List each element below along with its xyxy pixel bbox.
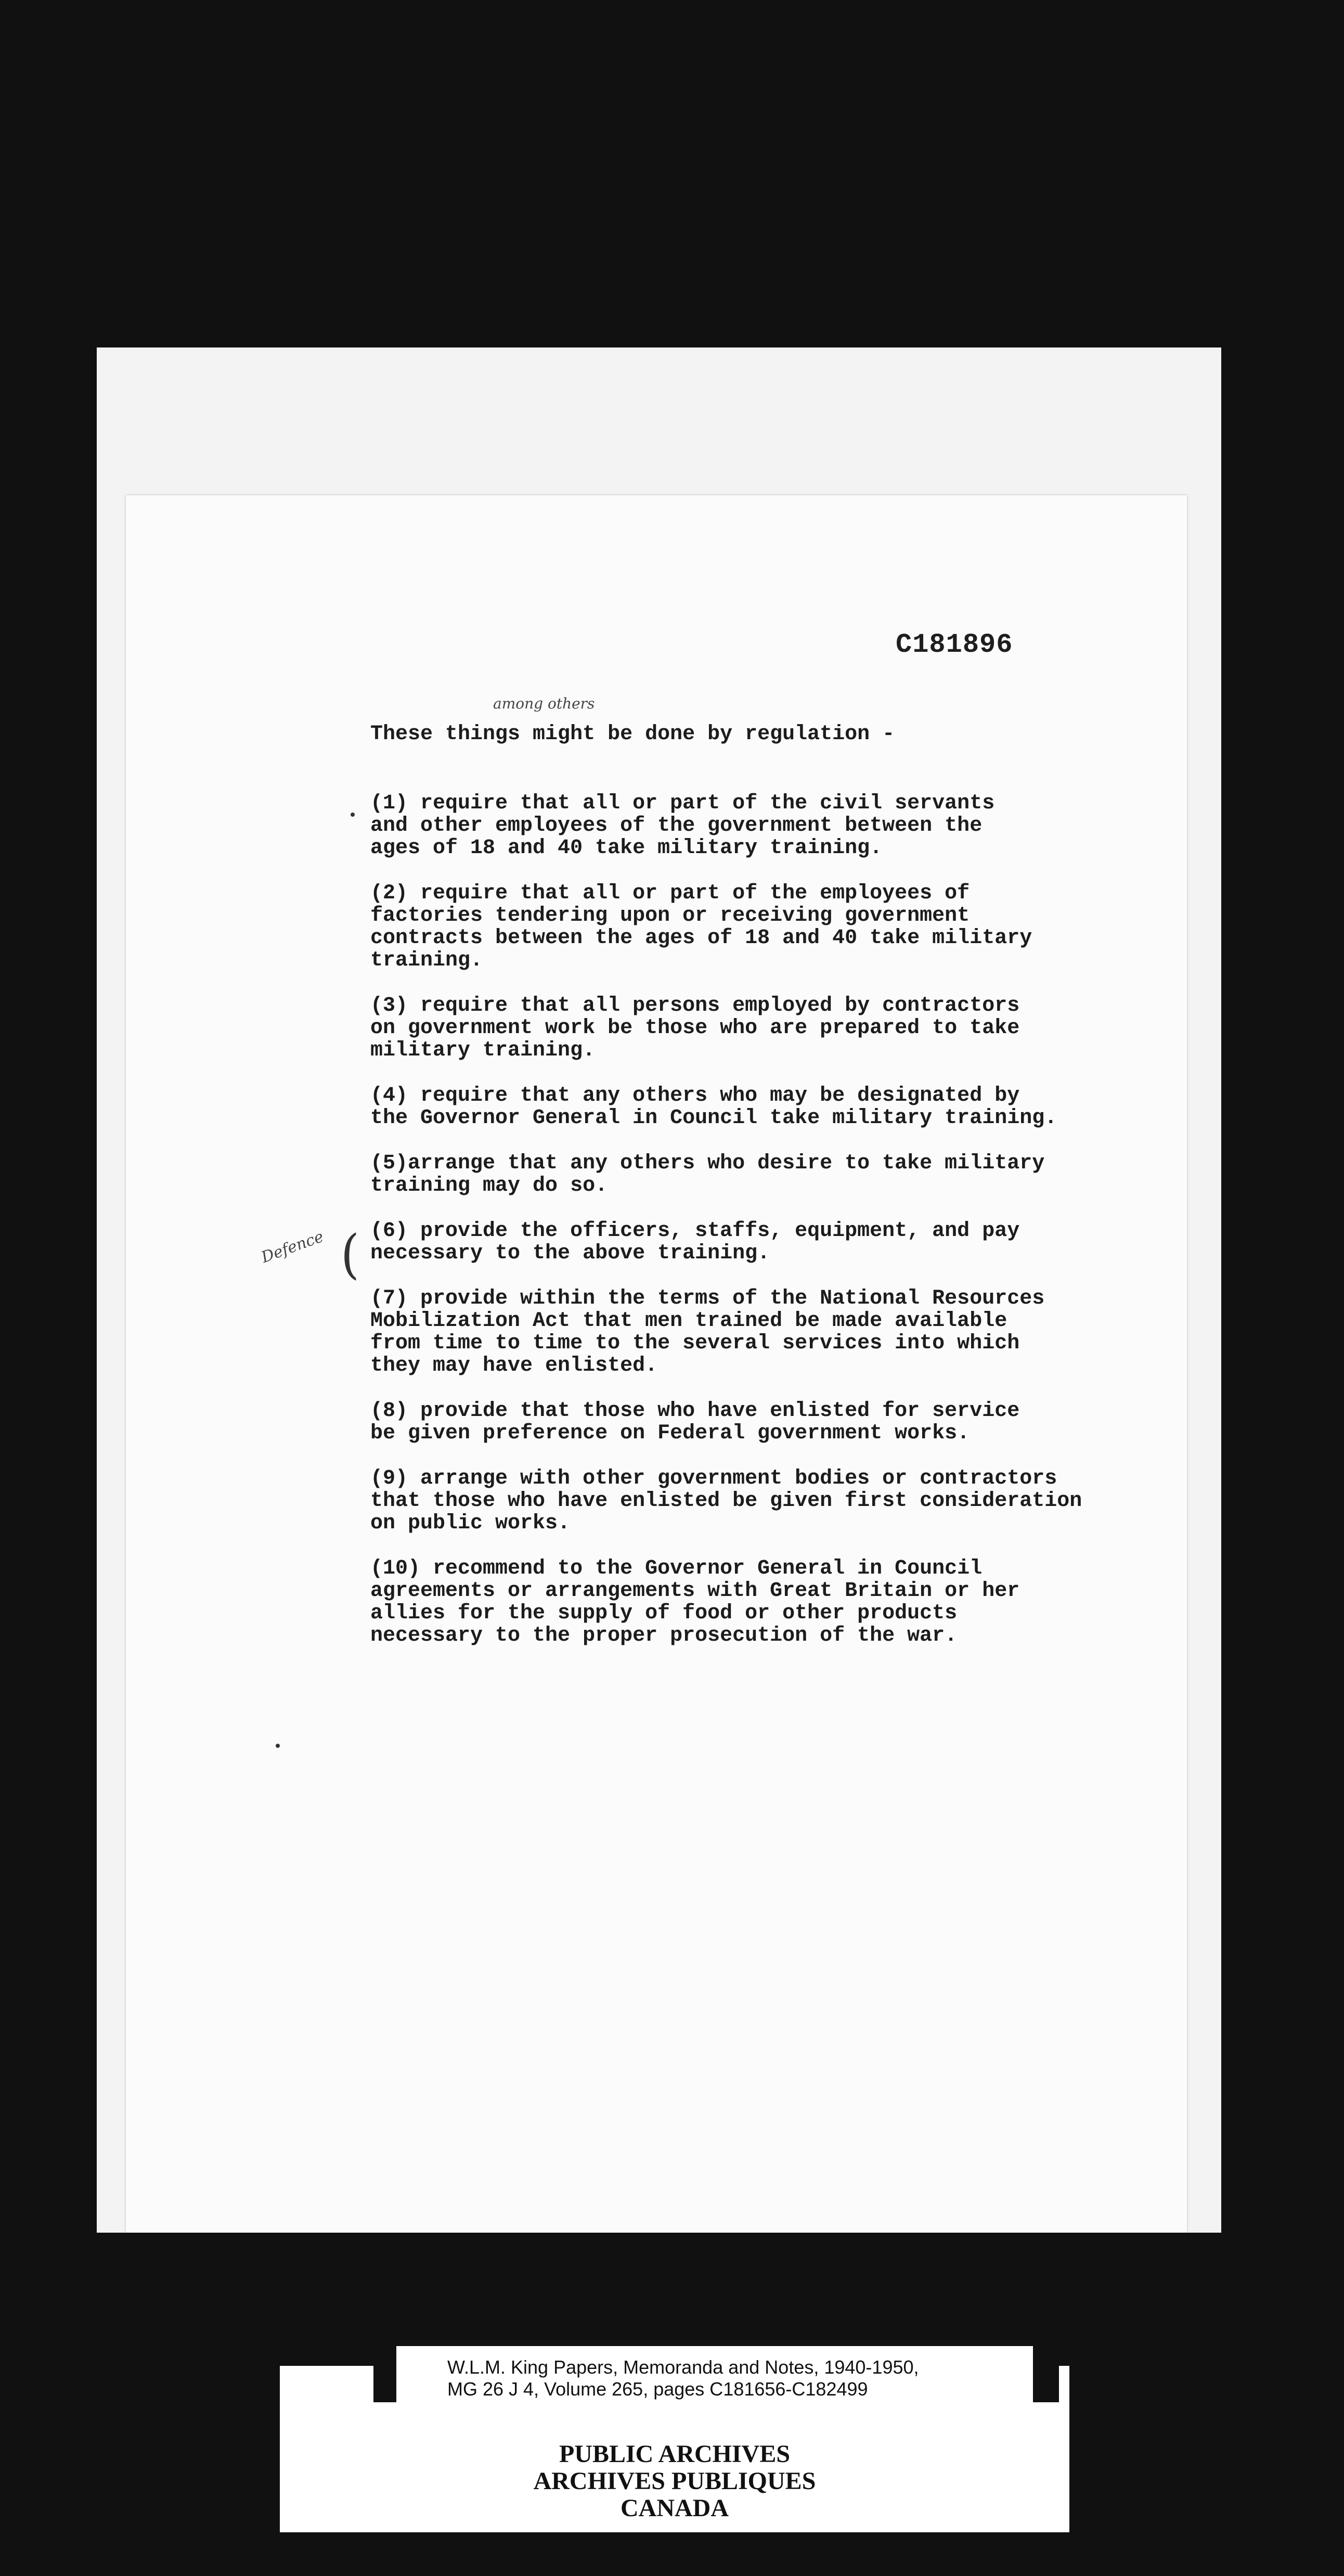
margin-bracket: ( — [341, 1223, 359, 1285]
list-item: (7) provide within the terms of the National Resources Mobilization Act that men trained be made available from time to time to the several services into which they may have enlisted. — [370, 1287, 1045, 1377]
list-item: (5)arrange that any others who desire to take military training may do so. — [370, 1152, 1045, 1197]
collection-line-2: MG 26 J 4, Volume 265, pages C181656-C182499 — [447, 2378, 868, 2400]
handwritten-insert: among others — [493, 695, 595, 712]
stray-mark — [276, 1744, 280, 1748]
stray-mark — [351, 813, 355, 817]
document-body — [370, 723, 1130, 1670]
collection-line-1: W.L.M. King Papers, Memoranda and Notes, 1940-1950, — [447, 2356, 919, 2378]
list-item: (8) provide that those who have enlisted for service be given preference on Federal government works. — [370, 1399, 1020, 1445]
list-item: (10) recommend to the Governor General in Council agreements or arrangements with Great Britain or her allies for the supply of food or other products necessary to the proper prosecution of the war. — [370, 1557, 1020, 1647]
caption-cutout — [1033, 2346, 1059, 2402]
archive-name-en: PUBLIC ARCHIVES — [559, 2440, 791, 2468]
collection-reference — [447, 2356, 919, 2400]
archive-country: CANADA — [621, 2494, 729, 2522]
list-item: (4) require that any others who may be designated by the Governor General in Council take military training. — [370, 1084, 1057, 1130]
intro-line: These things might be done by regulation - — [370, 723, 895, 746]
list-item: (6) provide the officers, staffs, equipment, and pay necessary to the above training. — [370, 1219, 1020, 1265]
handwritten-margin-note: Defence — [259, 1227, 326, 1267]
archive-name-fr: ARCHIVES PUBLIQUES — [533, 2467, 816, 2495]
list-item: (9) arrange with other government bodies or contractors that those who have enlisted be given first consideration on public works. — [370, 1467, 1082, 1535]
list-item: (2) require that all or part of the employees of factories tendering upon or receiving government contracts between the ages of 18 and 40 take military training. — [370, 882, 1032, 972]
list-item: (3) require that all persons employed by contractors on government work be those who are prepared to take military training. — [370, 994, 1020, 1062]
page-number: C181896 — [896, 629, 1013, 660]
caption-cutout — [373, 2346, 396, 2402]
archive-name — [280, 2441, 1069, 2522]
list-item: (1) require that all or part of the civil servants and other employees of the government between the ages of 18 and 40 take military training. — [370, 792, 995, 860]
